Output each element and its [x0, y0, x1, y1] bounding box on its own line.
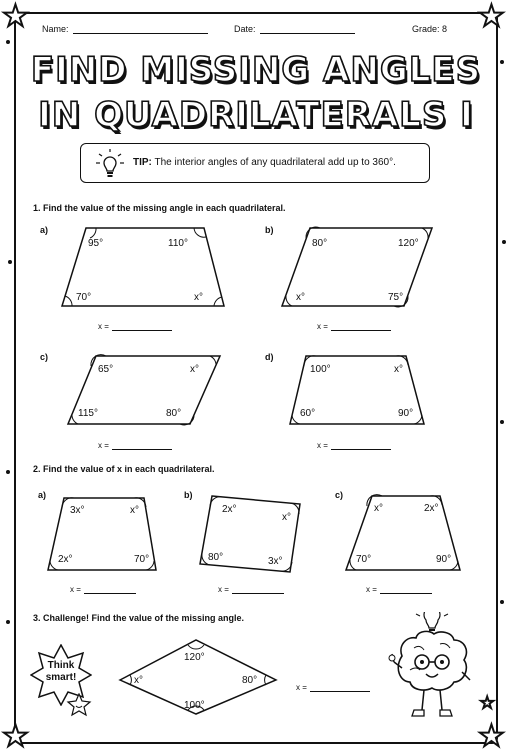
answer-label: x =	[317, 441, 328, 450]
answer-field-2c[interactable]	[366, 585, 432, 594]
lightbulb-icon	[95, 148, 125, 180]
angle-label: 75°	[388, 292, 404, 303]
answer-line	[380, 593, 432, 594]
problem-letter: a)	[40, 225, 49, 235]
date-line	[260, 33, 355, 34]
small-star-icon: ★	[480, 693, 495, 712]
answer-line	[331, 449, 391, 450]
title-line-1: FIND MISSING ANGLES	[30, 50, 482, 90]
quadrilateral-1c	[66, 354, 226, 426]
answer-field-2b[interactable]	[218, 585, 284, 594]
angle-label: x°	[296, 292, 305, 303]
decor-dot	[8, 260, 12, 264]
name-line	[73, 33, 208, 34]
brain-mascot-icon	[384, 612, 480, 724]
tip-text	[133, 157, 396, 168]
answer-label: x =	[70, 585, 81, 594]
decor-dot	[502, 240, 506, 244]
answer-field-3[interactable]	[296, 683, 370, 692]
answer-label: x =	[98, 441, 109, 450]
angle-label: x°	[394, 364, 403, 375]
quadrilateral-1d	[288, 354, 428, 426]
angle-label: 60°	[300, 408, 316, 419]
angle-label: 100°	[184, 700, 205, 711]
angle-label: 115°	[78, 408, 98, 419]
angle-label: 80°	[166, 408, 182, 419]
angle-label: 65°	[98, 364, 114, 375]
grade-label: Grade: 8	[412, 24, 448, 34]
angle-label: 2x°	[424, 503, 439, 514]
answer-field-1c[interactable]	[98, 441, 172, 450]
quadrilateral-2a	[46, 496, 162, 574]
quadrilateral-1a	[60, 226, 230, 311]
quadrilateral-2c	[344, 494, 464, 574]
badge-line-2: smart!	[45, 672, 77, 683]
problem-letter: b)	[184, 490, 193, 500]
decor-dot	[6, 40, 10, 44]
angle-label: 100°	[310, 364, 331, 375]
answer-label: x =	[296, 683, 307, 692]
answer-field-1a[interactable]	[98, 322, 172, 331]
angle-label: 110°	[168, 238, 188, 249]
answer-line	[112, 449, 172, 450]
problem-letter: d)	[265, 352, 274, 362]
answer-line	[232, 593, 284, 594]
answer-label: x =	[317, 322, 328, 331]
angle-label: x°	[134, 675, 143, 686]
angle-label: x°	[282, 512, 291, 523]
decor-dot	[500, 420, 504, 424]
angle-label: 70°	[76, 292, 92, 303]
quadrilateral-2b	[198, 492, 306, 574]
answer-line	[112, 330, 172, 331]
angle-label: 90°	[436, 554, 452, 565]
problem-letter: b)	[265, 225, 274, 235]
name-field[interactable]	[42, 24, 208, 34]
corner-star-icon: ★	[2, 0, 29, 34]
name-label: Name:	[42, 24, 69, 34]
decor-dot	[6, 620, 10, 624]
title-line-2: IN QUADRILATERALS I	[38, 95, 474, 135]
angle-label: 3x°	[268, 556, 283, 567]
angle-label: x°	[190, 364, 199, 375]
problem-letter: c)	[335, 490, 344, 500]
angle-label: 70°	[356, 554, 372, 565]
date-label: Date:	[234, 24, 256, 34]
angle-label: 120°	[184, 652, 205, 663]
badge-text	[30, 660, 92, 684]
section3-heading: 3. Challenge! Find the value of the missing angle.	[33, 613, 245, 623]
decor-dot	[500, 600, 504, 604]
answer-label: x =	[98, 322, 109, 331]
answer-line	[331, 330, 391, 331]
problem-letter: c)	[40, 352, 49, 362]
angle-label: 2x°	[58, 554, 73, 565]
angle-label: 120°	[398, 238, 419, 249]
problem-letter: a)	[38, 490, 47, 500]
angle-label: 80°	[208, 552, 224, 563]
quadrilateral-1b	[280, 226, 440, 311]
angle-label: 2x°	[222, 504, 237, 515]
angle-label: 80°	[312, 238, 328, 249]
angle-label: x°	[374, 503, 383, 514]
answer-field-2a[interactable]	[70, 585, 136, 594]
quadrilateral-challenge	[118, 636, 280, 716]
angle-label: x°	[194, 292, 203, 303]
angle-label: 70°	[134, 554, 150, 565]
angle-label: 95°	[88, 238, 104, 249]
smiling-star-icon	[66, 693, 92, 717]
section2-heading: 2. Find the value of x in each quadrilateral.	[33, 464, 215, 474]
tip-label: TIP:	[133, 157, 152, 168]
angle-label: x°	[130, 505, 139, 516]
answer-label: x =	[366, 585, 377, 594]
angle-label: 3x°	[70, 505, 85, 516]
decor-dot	[6, 470, 10, 474]
badge-line-1: Think	[47, 660, 75, 671]
angle-label: 80°	[242, 675, 258, 686]
section1-heading: 1. Find the value of the missing angle in each quadrilateral.	[33, 203, 286, 213]
tip-body: The interior angles of any quadrilateral add up to 360°.	[154, 157, 396, 168]
angle-label: 90°	[398, 408, 414, 419]
corner-star-icon: ★	[2, 719, 29, 754]
corner-star-icon: ★	[478, 719, 505, 754]
answer-line	[84, 593, 136, 594]
tip-box	[80, 143, 430, 183]
date-field[interactable]	[234, 24, 355, 34]
answer-line	[310, 691, 370, 692]
corner-star-icon: ★	[478, 0, 505, 34]
answer-label: x =	[218, 585, 229, 594]
answer-field-1d[interactable]	[317, 441, 391, 450]
answer-field-1b[interactable]	[317, 322, 391, 331]
